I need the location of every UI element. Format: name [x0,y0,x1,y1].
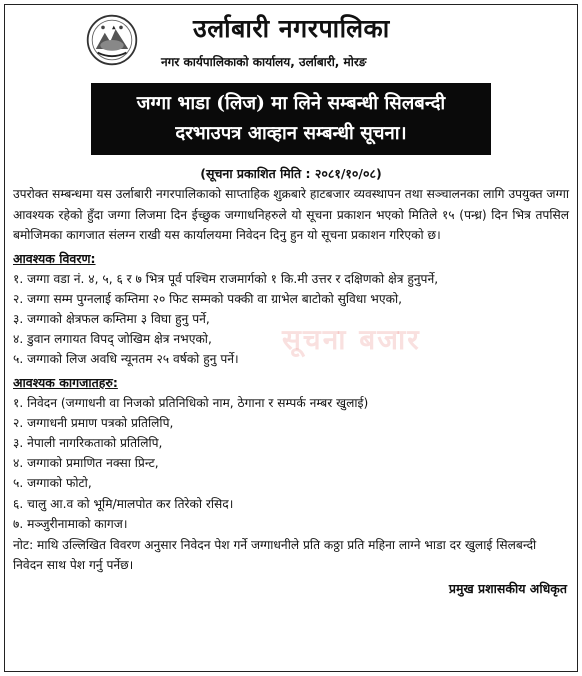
documents-heading: आवश्यक कागजातहरु: [13,374,118,390]
list-item: १. निवेदन (जग्गाधनी वा निजको प्रतिनिधिको नाम, ठेगाना र सम्पर्क नम्बर खुलाई) [13,395,369,410]
requirements-list [13,269,569,370]
nepal-emblem-icon [85,13,139,67]
list-item: ४. जग्गाको प्रमाणित नक्सा प्रिन्ट, [13,456,159,471]
title-line-2: दरभाउपत्र आव्हान सम्बन्धी सूचना। [175,123,407,144]
notice-header [13,9,569,83]
list-item: ५. जग्गाको फोटो, [13,476,92,491]
list-item: ७. मञ्जुरीनामाको कागज। [13,516,128,531]
list-item: १. जग्गा वडा नं. ४, ५, ६ र ७ भित्र पूर्व पश्चिम राजमार्गको १ कि.मी उत्तर र दक्षिणको क्षेत्र हुनुपर्ने, [13,271,439,286]
title-line-1: जग्गा भाडा (लिज) मा लिने सम्बन्धी सिलबन्दी [136,93,446,114]
list-item: ६. चालु आ.व को भूमि/मालपोत कर तिरेको रसिद। [13,496,234,511]
list-item: २. जग्गाधनी प्रमाण पत्रको प्रतिलिपि, [13,415,174,430]
office-address: नगर कार्यपालिकाको कार्यालय, उर्लाबारी, मोरङ [161,55,367,69]
publication-date: (सूचना प्रकाशित मिति : २०८१/१०/०८) [200,166,382,181]
list-item: ५. जग्गाको लिज अवधि न्यूनतम २५ वर्षको हुनु पर्ने। [13,352,239,367]
notice-document [4,4,578,672]
office-name: उर्लाबारी नगरपालिका [193,14,390,43]
note-paragraph: नोट: माथि उल्लिखित विवरण अनुसार निवेदन पेश गर्ने जग्गाधनीले प्रति कठ्ठा प्रति महिना लाग्ने भाडा दर खुलाई सिलबन्दी निवेदन साथ पेश गर्नु पर्नेछ। [13,537,537,573]
signature-title: प्रमुख प्रशासकीय अधिकृत [448,580,567,596]
list-item: २. जग्गा सम्म पुग्नलाई कम्तिमा २० फिट सम्मको पक्की वा ग्राभेल बाटोको सुविधा भएको, [13,291,402,306]
requirements-heading: आवश्यक विवरण: [13,250,96,266]
notice-title [91,83,491,155]
intro-paragraph: उपरोक्त सम्बन्धमा यस उर्लाबारी नगरपालिकाको साप्ताहिक शुक्रबारे हाटबजार व्यवस्थापन तथा सञ्चालनका लागि उपयुक्त जग्गा आवश्यक रहेको हुँदा जग्गा लिजमा दिन ईच्छुक जग्गाधनिहरुले यो सूचना प्रकाशन भएको मितिले १५ (पन्ध्र) दिन भित्र तपसिल बमोजिमका कागजात संलग्न राखी यस कार्यालयमा निवेदन दिनु हुन यो सूचना प्रकाशन गरिएको छ। [13,187,569,242]
documents-list [13,393,569,534]
list-item: ३. जग्गाको क्षेत्रफल कम्तिमा ३ विघा हुनु पर्ने, [13,311,210,326]
list-item: ४. डुवान लगायत विपद् जोखिम क्षेत्र नभएको, [13,332,212,347]
list-item: ३. नेपाली नागरिकताको प्रतिलिपि, [13,435,163,450]
